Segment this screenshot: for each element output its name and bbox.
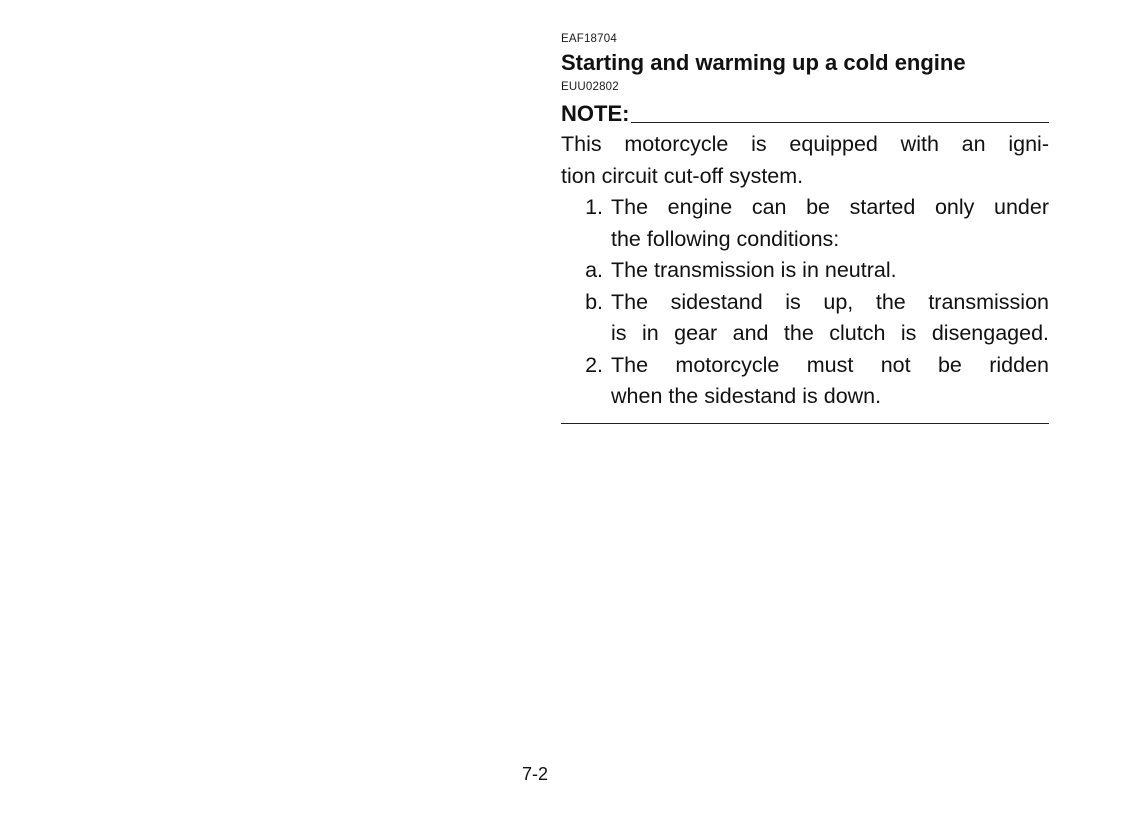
- list-item: [561, 350, 1049, 413]
- list-marker: b.: [585, 289, 603, 314]
- note-end-rule: [561, 423, 1049, 424]
- list-item-text: [611, 255, 1049, 287]
- note-header: [561, 97, 1049, 127]
- list-marker: a.: [585, 258, 603, 282]
- content-column: [561, 31, 1049, 424]
- list-item-text: [611, 287, 1049, 350]
- section-title: Starting and warming up a cold engine: [561, 50, 966, 75]
- note-code: EUU02802: [561, 81, 619, 93]
- list-item-text: [611, 192, 1049, 255]
- list-item-line: The sidestand is up, the transmission: [611, 289, 1049, 314]
- note-intro-line: tion circuit cut-off system.: [561, 163, 804, 188]
- list-item-line: The transmission is in neutral.: [611, 258, 897, 282]
- list-item: [561, 255, 1049, 287]
- note-header-rule: [631, 122, 1049, 123]
- list-item-line: is in gear and the clutch is disengaged.: [611, 321, 1049, 345]
- note-intro-line: This motorcycle is equipped with an igni-: [561, 132, 1049, 156]
- list-item: [561, 287, 1049, 350]
- list-item-text: [611, 350, 1049, 413]
- section-code: EAF18704: [561, 33, 617, 45]
- note-label: NOTE:: [561, 101, 630, 126]
- list-marker: 2.: [585, 352, 603, 377]
- note-intro: [561, 129, 1049, 192]
- list-item-line: The motorcycle must not be ridden: [611, 352, 1049, 377]
- page-number: 7-2: [522, 764, 549, 784]
- list-marker: 1.: [585, 195, 603, 219]
- list-item-line: when the sidestand is down.: [611, 384, 882, 408]
- note-body: [561, 129, 1049, 413]
- list-item-line: the following conditions:: [611, 226, 840, 251]
- list-item: [561, 192, 1049, 255]
- list-item-line: The engine can be started only under: [611, 195, 1049, 219]
